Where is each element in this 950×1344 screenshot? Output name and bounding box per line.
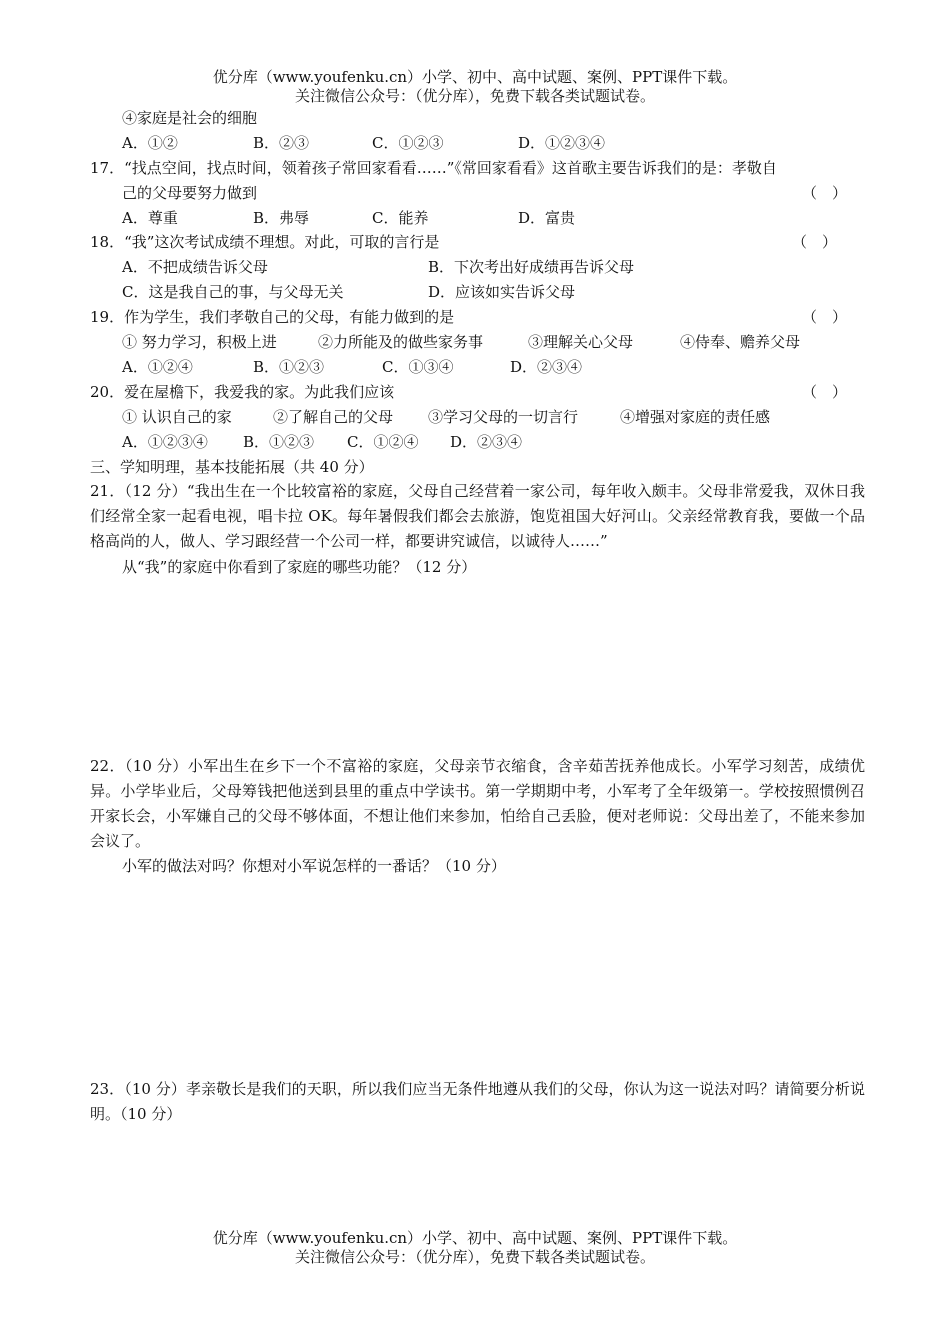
q20-option-b: B．①②③ [243, 433, 315, 451]
q20-item-1: ① 认识自己的家 [122, 408, 232, 426]
section-3-title: 三、学知明理，基本技能拓展（共 40 分） [90, 458, 374, 476]
q20-option-c: C．①②④ [347, 433, 419, 451]
q18-option-d: D．应该如实告诉父母 [428, 283, 576, 301]
q19-item-3: ③理解关心父母 [528, 333, 634, 351]
q18-option-b: B．下次考出好成绩再告诉父母 [428, 258, 635, 276]
q21-passage: 21．（12 分）“我出生在一个比较富裕的家庭，父母自己经营着一家公司，每年收入颇丰。父母非常爱我，双休日我们经常全家一起看电视，唱卡拉 OK。每年暑假我们都会去旅游，饱览祖国大好河山。父亲经常教育我，要做一个品格高尚的人，做人、学习跟经营一个公司一样，都要讲究诚信，以诚待人……” [90, 482, 865, 550]
q16-option-a: A．①② [122, 134, 178, 152]
q17-option-a: A．尊重 [122, 209, 178, 227]
q20-option-d: D．②③④ [450, 433, 523, 451]
footer-line-1: 优分库（www.youfenku.cn）小学、初中、高中试题、案例、PPT课件下载。 [212, 1229, 738, 1247]
q16-option-c: C．①②③ [372, 134, 444, 152]
q16-option-b: B．②③ [253, 134, 310, 152]
q22-question: 小军的做法对吗？你想对小军说怎样的一番话？（10 分） [122, 857, 506, 875]
q18-option-c: C．这是我自己的事，与父母无关 [122, 283, 344, 301]
q19-option-a: A．①②④ [122, 358, 193, 376]
q17-stem-line-1: 17．“找点空间，找点时间，领着孩子常回家看看……”《常回家看看》这首歌主要告诉我们的是：孝敬自 [90, 159, 777, 177]
q20-option-a: A．①②③④ [122, 433, 208, 451]
q16-item-4: ④家庭是社会的细胞 [122, 109, 258, 127]
q17-option-c: C．能养 [372, 209, 429, 227]
q17-option-d: D．富贵 [518, 209, 576, 227]
q18-stem: 18．“我”这次考试成绩不理想。对此，可取的言行是 [90, 233, 440, 251]
q18-option-a: A．不把成绩告诉父母 [122, 258, 268, 276]
q22-passage: 22．（10 分）小军出生在乡下一个不富裕的家庭，父母亲节衣缩食，含辛茹苦抚养他成长。小军学习刻苦，成绩优异。小学毕业后，父母筹钱把他送到县里的重点中学读书。第一学期期中考，小军考了全年级第一。学校按照惯例召开家长会，小军嫌自己的父母不够体面，不想让他们来参加，怕给自己丢脸，便对老师说：父母出差了，不能来参加会议了。 [90, 757, 865, 850]
q23-question: 23．（10 分）孝亲敬长是我们的天职，所以我们应当无条件地遵从我们的父母，你认为这一说法对吗？请简要分析说明。（10 分） [90, 1080, 865, 1123]
q18-answer-blank: （ ） [792, 233, 838, 251]
q19-item-2: ②力所能及的做些家务事 [318, 333, 484, 351]
q20-item-2: ②了解自己的父母 [273, 408, 394, 426]
q19-answer-blank: （ ） [802, 308, 848, 326]
q20-answer-blank: （ ） [802, 383, 848, 401]
q19-option-d: D．②③④ [510, 358, 583, 376]
q19-item-1: ① 努力学习，积极上进 [122, 333, 277, 351]
q19-option-c: C．①③④ [382, 358, 454, 376]
q20-item-4: ④增强对家庭的责任感 [620, 408, 771, 426]
q19-item-4: ④侍奉、赡养父母 [680, 333, 801, 351]
q21-question: 从“我”的家庭中你看到了家庭的哪些功能？（12 分） [122, 558, 477, 576]
q16-option-d: D．①②③④ [518, 134, 606, 152]
header-line-1: 优分库（www.youfenku.cn）小学、初中、高中试题、案例、PPT课件下载。 [212, 68, 738, 86]
header-line-2: 关注微信公众号：（优分库），免费下载各类试题试卷。 [294, 87, 655, 105]
q17-stem-line-2: 己的父母要努力做到 [122, 184, 258, 202]
q17-answer-blank: （ ） [802, 184, 848, 202]
q17-option-b: B．弗辱 [253, 209, 310, 227]
q20-stem: 20．爱在屋檐下，我爱我的家。为此我们应该 [90, 383, 395, 401]
q20-item-3: ③学习父母的一切言行 [428, 408, 579, 426]
q19-option-b: B．①②③ [253, 358, 325, 376]
footer-line-2: 关注微信公众号：（优分库），免费下载各类试题试卷。 [294, 1248, 655, 1266]
q19-stem: 19．作为学生，我们孝敬自己的父母，有能力做到的是 [90, 308, 455, 326]
